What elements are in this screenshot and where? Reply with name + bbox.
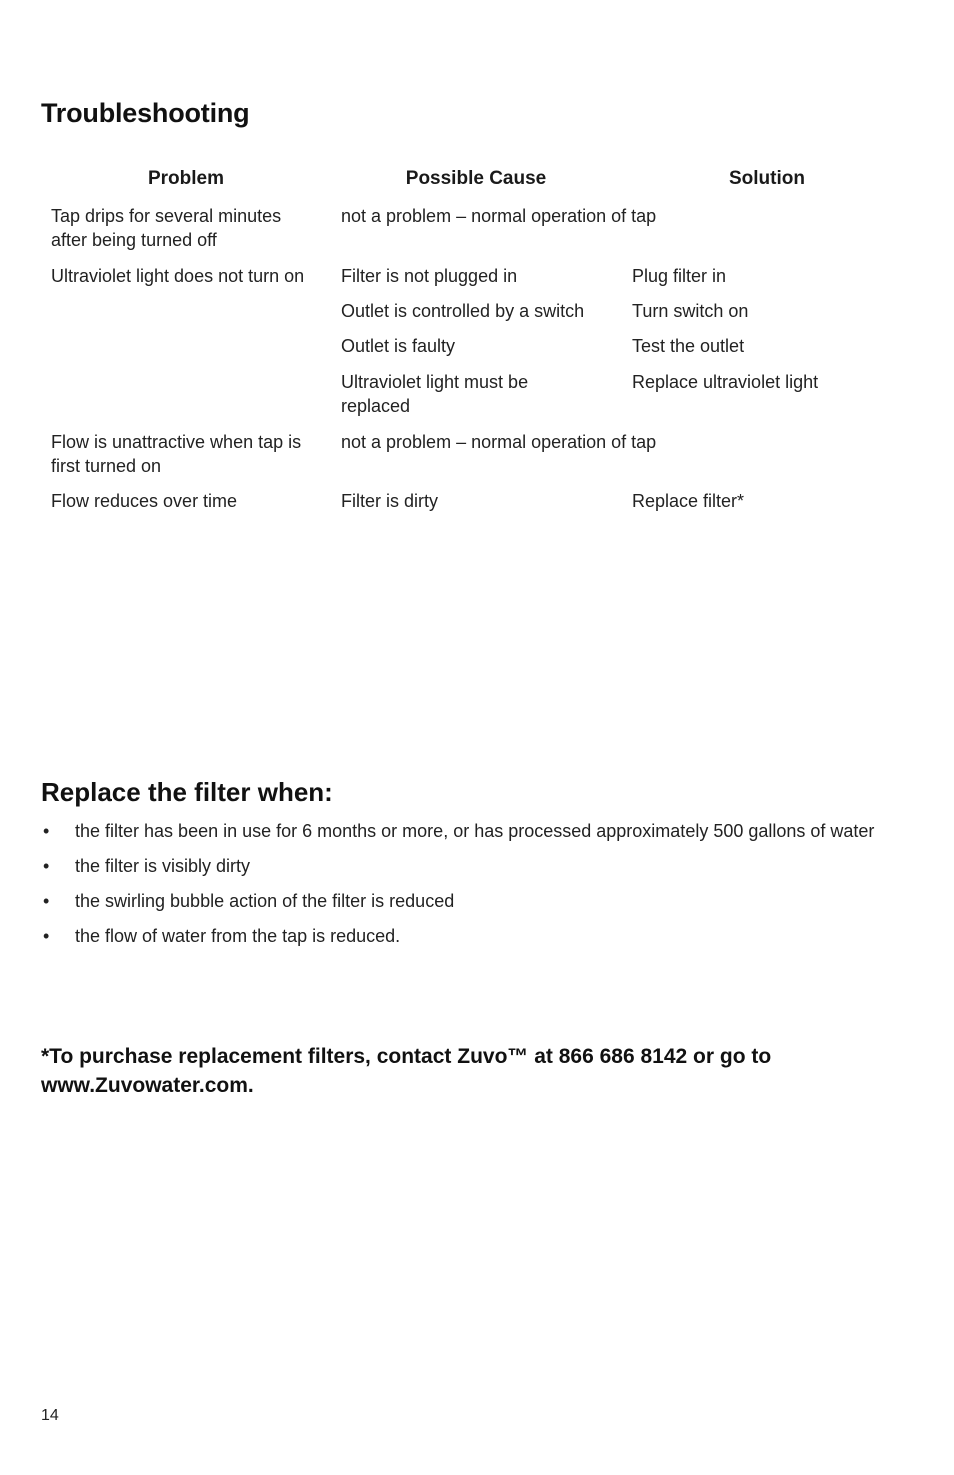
table-row-4-solution: Test the outlet: [632, 336, 745, 356]
list-item-text: the filter has been in use for 6 months or more, or has processed approximately 500 gallons of water: [75, 821, 875, 841]
list-item: [41, 820, 901, 842]
list-item-text: the swirling bubble action of the filter is reduced: [75, 891, 455, 911]
table-row-7-problem: Flow reduces over time: [51, 491, 238, 511]
table-row-1-cause: not a problem – normal operation of tap: [341, 206, 657, 226]
table-row-3-solution: Turn switch on: [632, 301, 749, 321]
table-row-5-solution: Replace ultraviolet light: [632, 372, 819, 392]
replace-filter-heading: Replace the filter when:: [41, 777, 333, 807]
table-row-2-problem: Ultraviolet light does not turn on: [51, 266, 305, 286]
purchase-note: *To purchase replacement filters, contact Zuvo™ at 866 686 8142 or go to www.Zuvowater.com.: [41, 1045, 772, 1097]
bullet-icon: •: [43, 926, 50, 946]
list-item: [41, 925, 901, 947]
column-header-possible-cause: Possible Cause: [405, 168, 547, 189]
bullet-icon: •: [43, 891, 50, 911]
table-row-6-cause: not a problem – normal operation of tap: [341, 432, 657, 452]
table-row-7-solution: Replace filter*: [632, 491, 745, 511]
table-row-5-cause: Ultraviolet light must be replaced: [341, 372, 529, 416]
table-row-3-cause: Outlet is controlled by a switch: [341, 301, 585, 321]
bullet-icon: •: [43, 821, 50, 841]
bullet-icon: •: [43, 856, 50, 876]
replace-filter-list: [41, 820, 901, 947]
column-header-problem: Problem: [147, 168, 225, 189]
table-row-4-cause: Outlet is faulty: [341, 336, 456, 356]
table-row-6-problem: Flow is unattractive when tap is first turned on: [51, 432, 302, 476]
list-item-text: the filter is visibly dirty: [75, 856, 251, 876]
list-item-text: the flow of water from the tap is reduced.: [75, 926, 401, 946]
list-item: [41, 855, 901, 877]
page-number: 14: [41, 1407, 59, 1424]
list-item: [41, 890, 901, 912]
table-row-2-cause: Filter is not plugged in: [341, 266, 518, 286]
table-row-7-cause: Filter is dirty: [341, 491, 439, 511]
column-header-solution: Solution: [729, 168, 805, 189]
page-title: Troubleshooting: [41, 98, 250, 128]
table-row-1-problem: Tap drips for several minutes after being turned off: [51, 206, 282, 250]
table-row-2-solution: Plug filter in: [632, 266, 727, 286]
